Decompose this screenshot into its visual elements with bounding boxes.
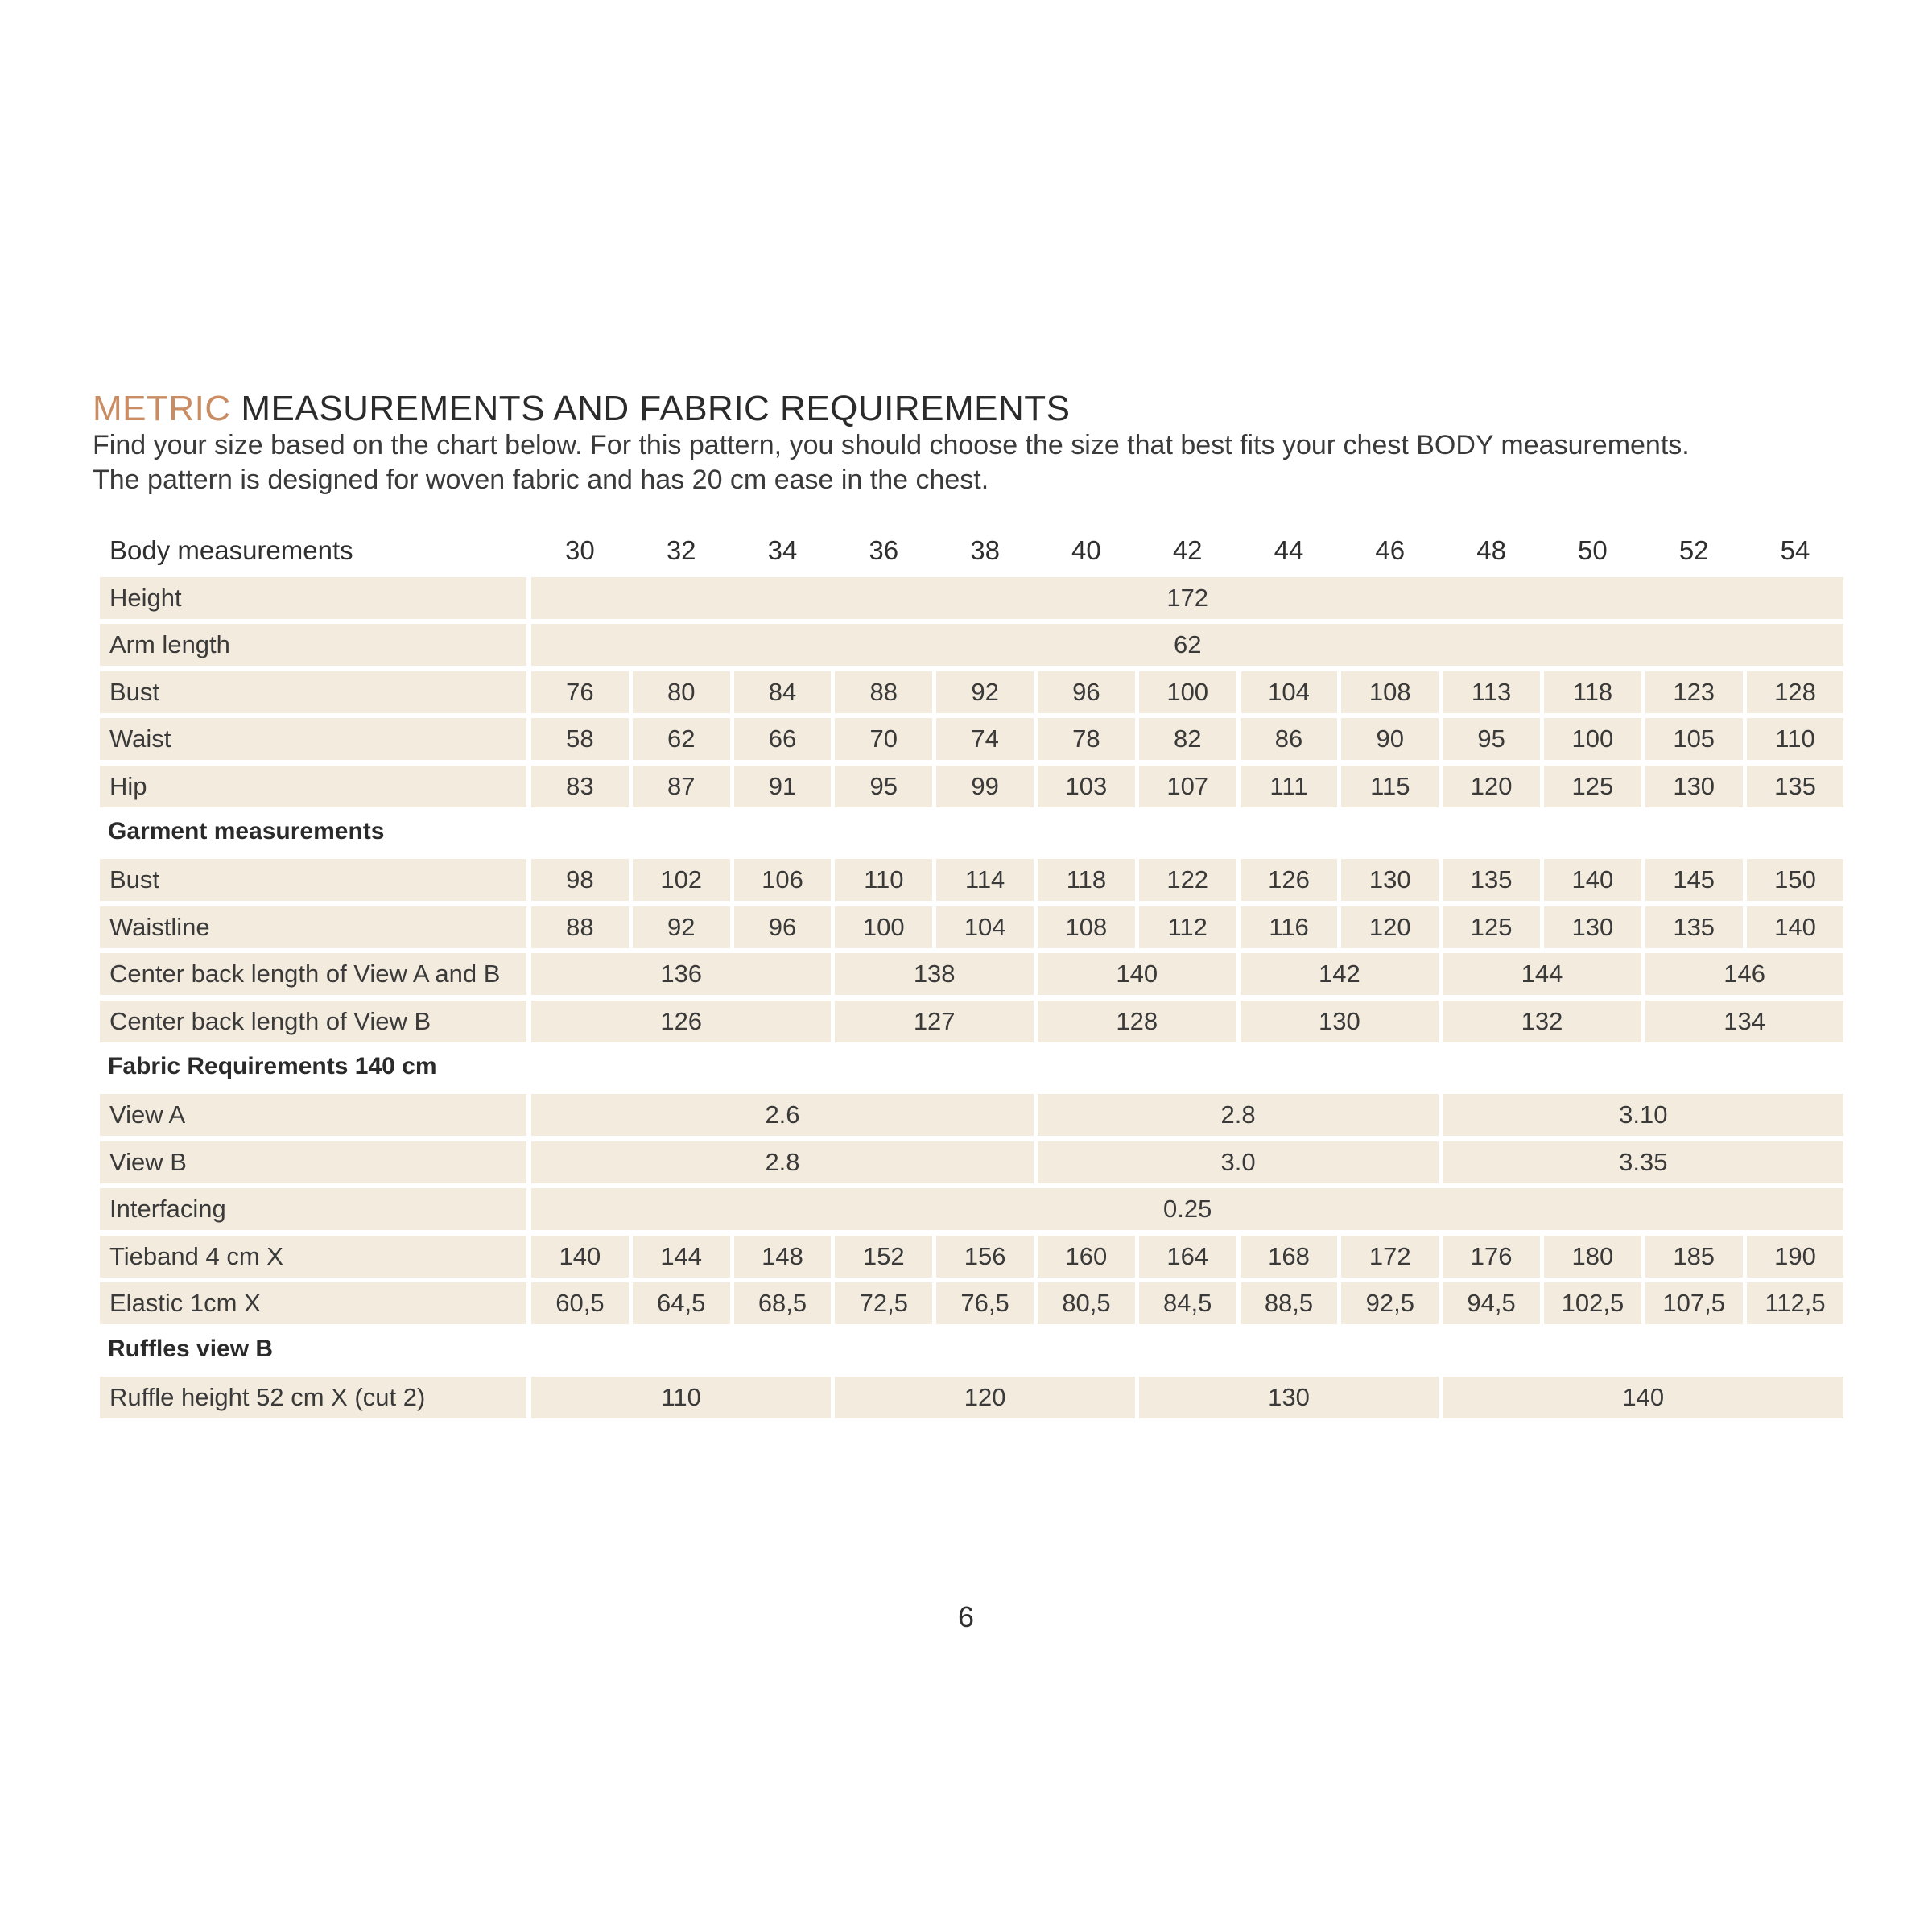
value-cell: 130 <box>1544 906 1641 948</box>
value-cell: 190 <box>1747 1236 1844 1278</box>
value-cell: 88 <box>531 906 629 948</box>
value-cell: 95 <box>835 766 932 807</box>
value-cell: 125 <box>1544 766 1641 807</box>
value-cell: 100 <box>835 906 932 948</box>
value-cell: 84 <box>734 671 832 713</box>
value-cell: 95 <box>1443 718 1540 760</box>
value-cell: 98 <box>531 859 629 901</box>
size-header: 54 <box>1780 535 1810 565</box>
size-header: 34 <box>767 535 798 565</box>
section-heading: Ruffles view B <box>108 1335 274 1362</box>
value-cell: 88 <box>835 671 932 713</box>
row-label: Ruffle height 52 cm X (cut 2) <box>100 1377 526 1418</box>
size-header: 30 <box>565 535 595 565</box>
value-cell: 0.25 <box>531 1188 1843 1230</box>
size-header: 48 <box>1476 535 1506 565</box>
section-heading: Garment measurements <box>108 818 385 844</box>
row-label: Bust <box>100 859 526 901</box>
value-cell: 120 <box>835 1377 1134 1418</box>
row-label: Tieband 4 cm X <box>100 1236 526 1278</box>
row-label: Waist <box>100 718 526 760</box>
value-cell: 118 <box>1038 859 1135 901</box>
value-cell: 136 <box>531 953 831 995</box>
value-cell: 103 <box>1038 766 1135 807</box>
row-label: Bust <box>100 671 526 713</box>
value-cell: 160 <box>1038 1236 1135 1278</box>
value-cell: 83 <box>531 766 629 807</box>
value-cell: 78 <box>1038 718 1135 760</box>
title-accent: METRIC <box>93 389 231 428</box>
row-label: Height <box>100 577 526 619</box>
value-cell: 58 <box>531 718 629 760</box>
value-cell: 110 <box>1747 718 1844 760</box>
value-cell: 112 <box>1139 906 1236 948</box>
value-cell: 172 <box>1341 1236 1439 1278</box>
value-cell: 125 <box>1443 906 1540 948</box>
value-cell: 60,5 <box>531 1282 629 1324</box>
title-rest: MEASUREMENTS AND FABRIC REQUIREMENTS <box>230 389 1071 428</box>
value-cell: 168 <box>1241 1236 1338 1278</box>
row-label: Waistline <box>100 906 526 948</box>
value-cell: 122 <box>1139 859 1236 901</box>
value-cell: 115 <box>1341 766 1439 807</box>
value-cell: 72,5 <box>835 1282 932 1324</box>
value-cell: 104 <box>936 906 1034 948</box>
size-header: 42 <box>1172 535 1203 565</box>
size-header: 44 <box>1274 535 1304 565</box>
value-cell: 110 <box>835 859 932 901</box>
value-cell: 92,5 <box>1341 1282 1439 1324</box>
value-cell: 113 <box>1443 671 1540 713</box>
value-cell: 104 <box>1241 671 1338 713</box>
value-cell: 84,5 <box>1139 1282 1236 1324</box>
value-cell: 64,5 <box>633 1282 730 1324</box>
value-cell: 134 <box>1645 1001 1844 1042</box>
size-header: 40 <box>1071 535 1101 565</box>
value-cell: 152 <box>835 1236 932 1278</box>
value-cell: 2.8 <box>1038 1094 1439 1136</box>
value-cell: 106 <box>734 859 832 901</box>
value-cell: 128 <box>1747 671 1844 713</box>
row-label: Elastic 1cm X <box>100 1282 526 1324</box>
value-cell: 74 <box>936 718 1034 760</box>
value-cell: 94,5 <box>1443 1282 1540 1324</box>
value-cell: 135 <box>1645 906 1743 948</box>
row-label: Interfacing <box>100 1188 526 1230</box>
value-cell: 140 <box>531 1236 629 1278</box>
value-cell: 76 <box>531 671 629 713</box>
value-cell: 130 <box>1139 1377 1439 1418</box>
value-cell: 62 <box>633 718 730 760</box>
value-cell: 144 <box>633 1236 730 1278</box>
value-cell: 145 <box>1645 859 1743 901</box>
value-cell: 100 <box>1139 671 1236 713</box>
value-cell: 100 <box>1544 718 1641 760</box>
value-cell: 2.6 <box>531 1094 1034 1136</box>
value-cell: 130 <box>1241 1001 1439 1042</box>
value-cell: 92 <box>936 671 1034 713</box>
size-header: 52 <box>1678 535 1709 565</box>
value-cell: 180 <box>1544 1236 1641 1278</box>
value-cell: 130 <box>1645 766 1743 807</box>
size-header: 50 <box>1578 535 1608 565</box>
value-cell: 76,5 <box>936 1282 1034 1324</box>
section-heading: Fabric Requirements 140 cm <box>108 1053 437 1080</box>
value-cell: 126 <box>1241 859 1338 901</box>
value-cell: 102 <box>633 859 730 901</box>
value-cell: 62 <box>531 624 1843 666</box>
value-cell: 116 <box>1241 906 1338 948</box>
value-cell: 86 <box>1241 718 1338 760</box>
value-cell: 3.35 <box>1443 1141 1843 1183</box>
value-cell: 140 <box>1544 859 1641 901</box>
value-cell: 88,5 <box>1241 1282 1338 1324</box>
row-label: View A <box>100 1094 526 1136</box>
header-label: Body measurements <box>109 535 353 565</box>
value-cell: 146 <box>1645 953 1844 995</box>
value-cell: 99 <box>936 766 1034 807</box>
value-cell: 144 <box>1443 953 1641 995</box>
size-header: 46 <box>1375 535 1406 565</box>
value-cell: 3.10 <box>1443 1094 1843 1136</box>
value-cell: 90 <box>1341 718 1439 760</box>
value-cell: 96 <box>1038 671 1135 713</box>
value-cell: 156 <box>936 1236 1034 1278</box>
value-cell: 114 <box>936 859 1034 901</box>
size-header: 36 <box>869 535 899 565</box>
value-cell: 107,5 <box>1645 1282 1743 1324</box>
value-cell: 150 <box>1747 859 1844 901</box>
value-cell: 126 <box>531 1001 831 1042</box>
value-cell: 148 <box>734 1236 832 1278</box>
value-cell: 110 <box>531 1377 831 1418</box>
value-cell: 128 <box>1038 1001 1236 1042</box>
value-cell: 135 <box>1443 859 1540 901</box>
value-cell: 176 <box>1443 1236 1540 1278</box>
value-cell: 66 <box>734 718 832 760</box>
row-label: View B <box>100 1141 526 1183</box>
value-cell: 142 <box>1241 953 1439 995</box>
size-header: 38 <box>970 535 1000 565</box>
page-number: 6 <box>957 1600 975 1633</box>
value-cell: 120 <box>1443 766 1540 807</box>
size-header: 32 <box>666 535 696 565</box>
value-cell: 140 <box>1038 953 1236 995</box>
value-cell: 92 <box>633 906 730 948</box>
value-cell: 135 <box>1747 766 1844 807</box>
value-cell: 108 <box>1038 906 1135 948</box>
row-label: Center back length of View B <box>100 1001 526 1042</box>
intro-line-1: Find your size based on the chart below. For this pattern, you should choose the size that best fits your chest BODY measurements. <box>93 430 1690 460</box>
value-cell: 111 <box>1241 766 1338 807</box>
value-cell: 185 <box>1645 1236 1743 1278</box>
value-cell: 130 <box>1341 859 1439 901</box>
value-cell: 140 <box>1747 906 1844 948</box>
value-cell: 112,5 <box>1747 1282 1844 1324</box>
value-cell: 120 <box>1341 906 1439 948</box>
value-cell: 2.8 <box>531 1141 1034 1183</box>
value-cell: 70 <box>835 718 932 760</box>
value-cell: 80,5 <box>1038 1282 1135 1324</box>
value-cell: 132 <box>1443 1001 1641 1042</box>
value-cell: 80 <box>633 671 730 713</box>
value-cell: 91 <box>734 766 832 807</box>
value-cell: 127 <box>835 1001 1034 1042</box>
value-cell: 3.0 <box>1038 1141 1439 1183</box>
row-label: Hip <box>100 766 526 807</box>
value-cell: 105 <box>1645 718 1743 760</box>
value-cell: 138 <box>835 953 1034 995</box>
value-cell: 140 <box>1443 1377 1843 1418</box>
row-label: Center back length of View A and B <box>100 953 526 995</box>
value-cell: 164 <box>1139 1236 1236 1278</box>
value-cell: 172 <box>531 577 1843 619</box>
value-cell: 68,5 <box>734 1282 832 1324</box>
value-cell: 102,5 <box>1544 1282 1641 1324</box>
value-cell: 87 <box>633 766 730 807</box>
value-cell: 123 <box>1645 671 1743 713</box>
intro-line-2: The pattern is designed for woven fabric and has 20 cm ease in the chest. <box>93 464 989 495</box>
value-cell: 96 <box>734 906 832 948</box>
value-cell: 82 <box>1139 718 1236 760</box>
value-cell: 118 <box>1544 671 1641 713</box>
row-label: Arm length <box>100 624 526 666</box>
value-cell: 108 <box>1341 671 1439 713</box>
value-cell: 107 <box>1139 766 1236 807</box>
